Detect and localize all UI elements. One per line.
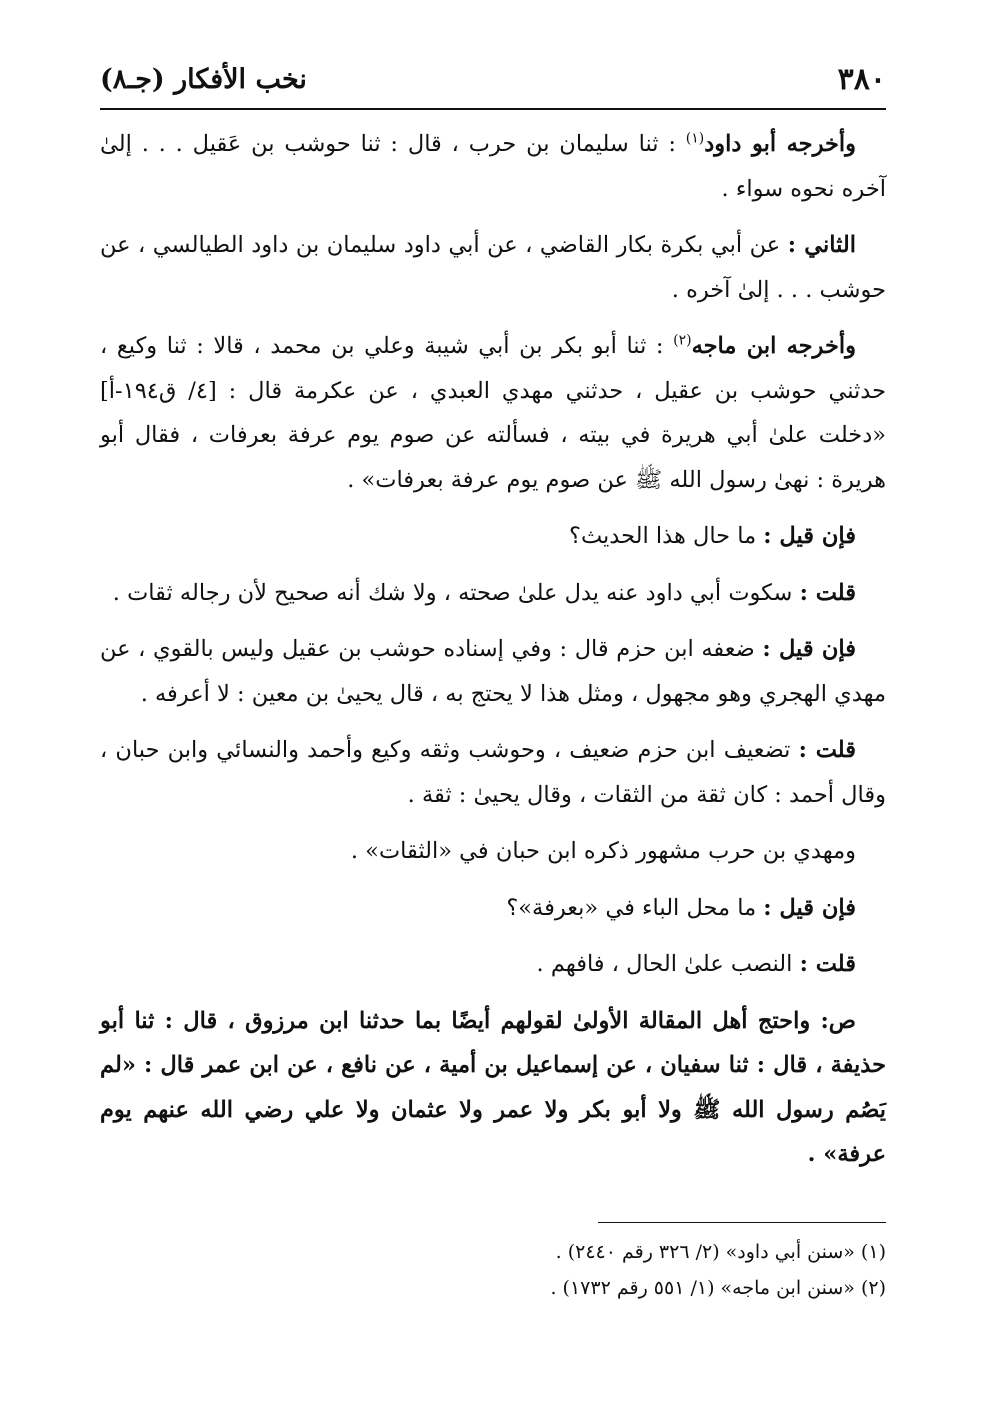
paragraph xyxy=(100,514,886,559)
paragraph-lead: الثاني : xyxy=(787,232,856,258)
paragraph-text: : ثنا سليمان بن حرب ، قال : ثنا حوشب بن عَقيل . . . إلىٰ آخره نحوه سواء . xyxy=(100,131,886,202)
footnote-ref: (١) xyxy=(685,130,705,147)
paragraph-text: ما حال هذا الحديث؟ xyxy=(569,523,764,549)
paragraph-text: ضعفه ابن حزم قال : وفي إسناده حوشب بن عقيل وليس بالقوي ، عن مهدي الهجري وهو مجهول ، ومثل هذا لا يحتج به ، قال يحيىٰ بن معين : لا أعرفه . xyxy=(100,636,886,707)
footnote-ref: (٢) xyxy=(673,332,692,349)
paragraph-lead: قلت : xyxy=(799,951,856,977)
footnote-divider xyxy=(598,1222,886,1223)
paragraph-lead: قلت : xyxy=(798,737,857,763)
paragraph-lead: وأخرجه ابن ماجه xyxy=(691,333,856,359)
paragraph xyxy=(100,886,886,931)
paragraph-text: ما محل الباء في «بعرفة»؟ xyxy=(506,894,764,921)
paragraph xyxy=(100,627,886,716)
footnote: (١) «سنن أبي داود» (٢/ ٣٢٦ رقم ٢٤٤٠) . xyxy=(555,1241,886,1263)
paragraph-text: عن أبي بكرة بكار القاضي ، عن أبي داود سليمان بن داود الطيالسي ، عن حوشب . . . إلىٰ آخره . xyxy=(100,232,886,303)
paragraph xyxy=(100,942,886,987)
paragraph xyxy=(100,728,886,817)
paragraph-lead: فإن قيل : xyxy=(762,636,856,662)
running-title: نخب الأفكار (جـ٨) xyxy=(100,64,307,95)
paragraph-lead: فإن قيل : xyxy=(763,894,856,921)
paragraph-lead: فإن قيل : xyxy=(763,523,856,549)
paragraph xyxy=(100,829,886,874)
paragraph-text: سكوت أبي داود عنه يدل علىٰ صحته ، ولا شك أنه صحيح لأن رجاله ثقات . xyxy=(112,579,800,606)
body-text xyxy=(100,122,886,1189)
paragraph xyxy=(100,571,886,616)
paragraph-text: : ثنا أبو بكر بن أبي شيبة وعلي بن محمد ، قالا : ثنا وكيع ، حدثني حوشب بن عقيل ، حدثني مهدي العبدي ، عن عكرمة قال : [٤/ ق١٩٤-أ] «دخلت علىٰ أبي هريرة في بيته ، فسألته عن صوم يوم عرفة بعرفات ، فقال أبو هريرة : نهىٰ رسول الله ﷺ عن صوم يوم عرفة بعرفات» . xyxy=(100,333,886,493)
paragraph-text: ومهدي بن حرب مشهور ذكره ابن حبان في «الثقات» . xyxy=(350,838,856,864)
paragraph-lead: قلت : xyxy=(799,579,856,606)
paragraph-lead: وأخرجه أبو داود xyxy=(704,131,857,157)
paragraph xyxy=(100,324,886,502)
paragraph xyxy=(100,223,886,312)
page-number: ٣٨٠ xyxy=(837,62,886,97)
paragraph-text: النصب علىٰ الحال ، فافهم . xyxy=(536,951,800,977)
main-text-paragraph: ص: واحتج أهل المقالة الأولىٰ لقولهم أيضًا بما حدثنا ابن مرزوق ، قال : ثنا أبو حذيفة ، قال : ثنا سفيان ، عن إسماعيل بن أمية ، عن نافع ، عن ابن عمر قال : «لم يَصُم رسول الله ﷺ ولا أبو بكر ولا عمر ولا عثمان ولا علي رضي الله عنهم يوم عرفة» . xyxy=(100,1007,886,1167)
paragraph xyxy=(100,122,886,211)
footnote: (٢) «سنن ابن ماجه» (١/ ٥٥١ رقم ١٧٣٢) . xyxy=(550,1277,886,1299)
paragraph-text: تضعيف ابن حزم ضعيف ، وحوشب وثقه وكيع وأحمد والنسائي وابن حبان ، وقال أحمد : كان ثقة من الثقات ، وقال يحيىٰ : ثقة . xyxy=(100,737,886,808)
page-header xyxy=(100,58,886,110)
footnotes xyxy=(100,1234,886,1306)
